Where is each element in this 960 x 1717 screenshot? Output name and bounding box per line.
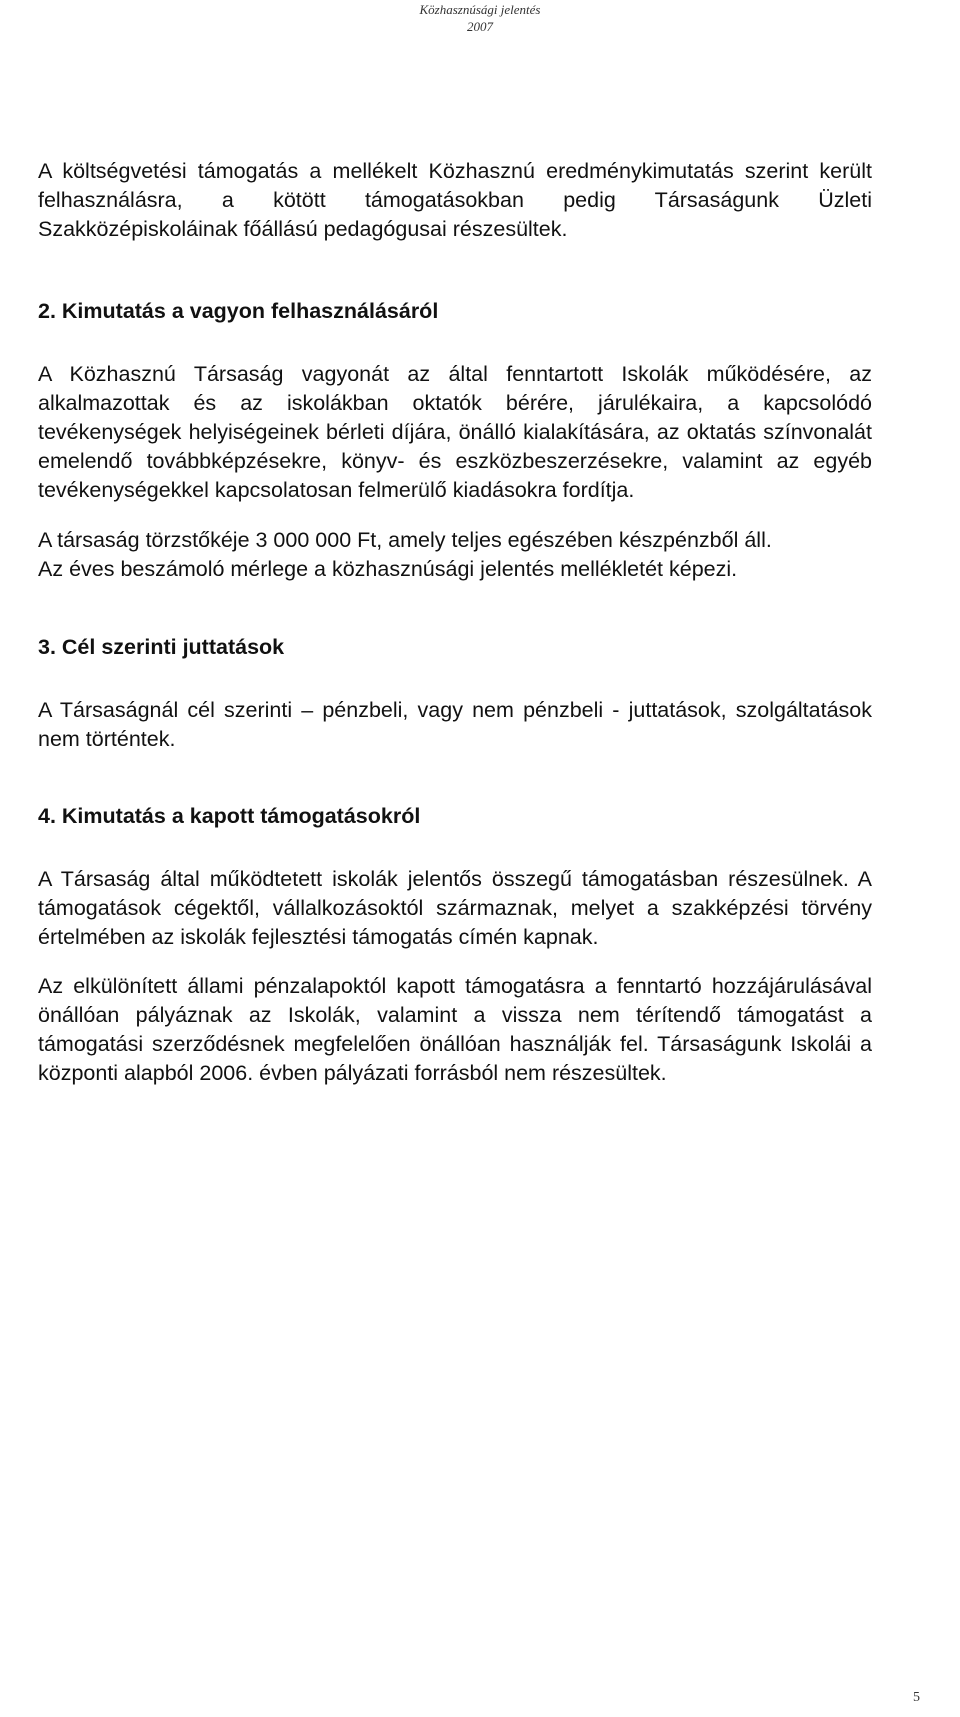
document-body [38,148,872,1088]
section-4-heading: 4. Kimutatás a kapott támogatásokról [38,804,421,828]
section-4-paragraph-1: A Társaság által működtetett iskolák jelentős összegű támogatásban részesülnek. A támogatások cégektől, vállalkozásoktól származnak, melyet a szakképzési törvény értelmében az iskolák fejlesztési támogatás címén kapnak. [38,867,872,949]
header-title: Közhasznúsági jelentés [419,2,541,17]
section-4-paragraph-2: Az elkülönített állami pénzalapoktól kapott támogatásra a fenntartó hozzájárulásával önállóan pályáznak az Iskolák, valamint a vissza nem térítendő támogatást a támogatási szerződésnek megfelelően önállóan használják fel. Társaságunk Iskolái a központi alapból 2006. évben pályázati forrásból nem részesültek. [38,974,872,1085]
section-3-paragraph-1: A Társaságnál cél szerinti – pénzbeli, vagy nem pénzbeli - juttatások, szolgáltatások nem történtek. [38,698,872,751]
intro-paragraph: A költségvetési támogatás a mellékelt Közhasznú eredménykimutatás szerint került felhasználásra, a kötött támogatásokban pedig Társaságunk Üzleti Szakközépiskoláinak főállású pedagógusai részesültek. [38,159,872,241]
header-year: 2007 [467,19,493,34]
section-2-paragraph-3: Az éves beszámoló mérlege a közhasznúsági jelentés mellékletét képezi. [38,557,738,581]
section-2-paragraph-1: A Közhasznú Társaság vagyonát az által fenntartott Iskolák működésére, az alkalmazottak és az iskolákban oktatók bérére, járulékaira, a kapcsolódó tevékenységek helyiségeinek bérleti díjára, önálló kialakítására, az oktatás színvonalát emelendő továbbképzésekre, könyv- és eszközbeszerzésekre, valamint az egyéb tevékenységekkel kapcsolatosan felmerülő kiadásokra fordítja. [38,362,872,502]
running-header [0,0,960,36]
page-number: 5 [913,1690,920,1705]
section-2-paragraph-2: A társaság törzstőkéje 3 000 000 Ft, amely teljes egészében készpénzből áll. [38,528,772,552]
section-2-heading: 2. Kimutatás a vagyon felhasználásáról [38,299,439,323]
section-3-heading: 3. Cél szerinti juttatások [38,635,285,659]
